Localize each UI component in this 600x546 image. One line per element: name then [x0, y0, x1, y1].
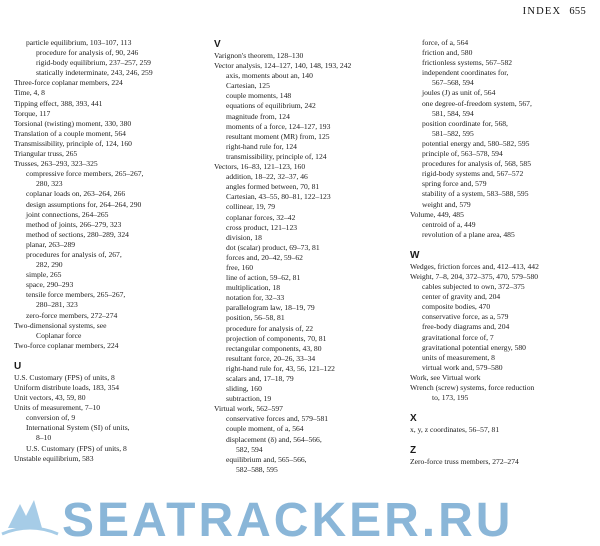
index-subentry: compressive force members, 265–267,	[26, 169, 144, 179]
index-subentry: resultant moment (MR) from, 125	[226, 131, 330, 141]
index-subentry: equilibrium and, 565–566,	[226, 454, 307, 464]
index-subentry: friction and, 580	[422, 48, 473, 58]
index-subentry: centroid of a, 449	[422, 219, 476, 229]
index-subentry: joules (J) as unit of, 564	[422, 88, 496, 98]
index-subentry: potential energy and, 580–582, 595	[422, 138, 530, 148]
index-subentry: weight and, 579	[422, 199, 471, 209]
index-subentry: 280, 323	[36, 179, 63, 189]
index-subentry: 582–588, 595	[236, 464, 278, 474]
index-subentry: 282, 290	[36, 260, 63, 270]
index-subentry: joint connections, 264–265	[26, 209, 109, 219]
index-subentry: couple moment, of a, 564	[226, 424, 304, 434]
index-column-1	[14, 38, 206, 464]
index-subentry: sliding, 160	[226, 384, 262, 394]
section-letter: U	[14, 360, 22, 372]
watermark-logo	[0, 486, 600, 546]
index-subentry: center of gravity and, 204	[422, 292, 501, 302]
index-subentry: position, 56–58, 81	[226, 313, 285, 323]
index-subentry: free, 160	[226, 262, 253, 272]
page-header	[523, 6, 586, 17]
index-entry: Uniform distribute loads, 183, 354	[14, 383, 120, 392]
index-subentry: spring force and, 579	[422, 179, 487, 189]
index-entry: Work, see Virtual work	[410, 372, 481, 382]
watermark	[0, 486, 600, 546]
index-entry: Tipping effect, 388, 393, 441	[14, 98, 103, 108]
index-subentry: planar, 263–289	[26, 239, 76, 249]
index-subentry: scalars and, 17–18, 79	[226, 374, 294, 383]
section-letter: Z	[410, 445, 417, 457]
index-subentry: design assumptions for, 264–264, 290	[26, 199, 142, 209]
index-subentry: resultant force, 20–26, 33–34	[226, 353, 316, 363]
index-subentry: position coordinate for, 568,	[422, 118, 508, 128]
index-subentry: couple moments, 148	[226, 91, 292, 101]
index-subentry: procedures for analysis of, 568, 585	[422, 159, 532, 169]
index-subentry: particle equilibrium, 103–107, 113	[26, 38, 132, 47]
index-subentry: Cartesian, 125	[226, 81, 270, 91]
index-subentry: cross product, 121–123	[226, 222, 298, 232]
index-subentry: equations of equilibrium, 242	[226, 101, 316, 111]
index-entry: Trusses, 263–293, 323–325	[14, 159, 98, 169]
index-subentry: right-hand rule for, 43, 56, 121–122	[226, 363, 335, 373]
index-column-2	[214, 38, 412, 475]
index-subentry: principle of, 563–578, 594	[422, 149, 503, 159]
index-entry: Unstable equilibrium, 583	[14, 453, 94, 463]
index-entry: Two-dimensional systems, see	[14, 320, 107, 330]
index-subentry: 567–568, 594	[432, 78, 474, 88]
index-entry: U.S. Customary (FPS) of units, 8	[14, 372, 115, 382]
index-subentry: 581–582, 595	[432, 128, 474, 138]
index-subentry: coplanar loads on, 263–264, 266	[26, 189, 126, 199]
index-subentry: division, 18	[226, 232, 262, 242]
index-subentry: magnitude from, 124	[226, 111, 290, 121]
index-subentry: forces and, 20–42, 59–62	[226, 252, 303, 262]
index-subentry: cables subjected to own, 372–375	[422, 282, 525, 292]
index-entry: x, y, z coordinates, 56–57, 81	[410, 425, 500, 435]
index-subentry: right-hand rule for, 124	[226, 141, 297, 151]
index-entry: Unit vectors, 43, 59, 80	[14, 393, 86, 403]
index-subentry: procedure for analysis of, 90, 246	[36, 48, 139, 58]
index-subentry: collinear, 19, 79	[226, 202, 276, 212]
index-subentry: Cartesian, 43–55, 80–81, 122–123	[226, 192, 331, 202]
index-subentry: displacement (δ) and, 564–566,	[226, 434, 322, 444]
index-subentry: frictionless systems, 567–582	[422, 58, 513, 68]
index-subentry: method of joints, 266–279, 323	[26, 219, 122, 229]
index-entry: Vector analysis, 124–127, 140, 148, 193, 242	[214, 61, 352, 71]
index-subentry: 582, 594	[236, 444, 263, 454]
index-subentry: virtual work and, 579–580	[422, 362, 503, 372]
index-subentry: conversion of, 9	[26, 413, 76, 423]
index-title: INDEX	[522, 6, 562, 17]
index-subentry: 581, 584, 594	[432, 108, 474, 118]
index-entry: Three-force coplanar members, 224	[14, 78, 123, 88]
index-subentry: simple, 265	[26, 270, 62, 280]
index-subentry: gravitational potential energy, 580	[422, 342, 526, 352]
index-subentry: subtraction, 19	[226, 394, 272, 404]
index-subentry: conservative force, as a, 579	[422, 312, 509, 322]
section-letter: W	[410, 249, 420, 261]
index-subentry: method of sections, 280–289, 324	[26, 229, 129, 239]
index-entry: Time, 4, 8	[14, 88, 45, 98]
index-subentry: axis, moments about an, 140	[226, 71, 313, 81]
index-entry: Virtual work, 562–597	[214, 404, 283, 414]
index-subentry: parallelogram law, 18–19, 79	[226, 303, 315, 313]
index-subentry: tensile force members, 265–267,	[26, 290, 126, 300]
index-subentry: 280–281, 323	[36, 300, 78, 310]
index-subentry: rectangular components, 43, 80	[226, 343, 322, 353]
index-subentry: revolution of a plane area, 485	[422, 229, 515, 239]
page-number: 655	[569, 6, 586, 17]
index-subentry: rigid-body systems and, 567–572	[422, 169, 524, 179]
section-letter: X	[410, 413, 417, 425]
index-entry: Units of measurement, 7–10	[14, 403, 101, 413]
index-subentry: independent coordinates for,	[422, 68, 509, 78]
index-subentry: moments of a force, 124–127, 193	[226, 121, 331, 131]
index-subentry: International System (SI) of units,	[26, 423, 130, 433]
index-subentry: multiplication, 18	[226, 283, 280, 293]
index-subentry: to, 173, 195	[432, 393, 469, 403]
index-subentry: force, of a, 564	[422, 38, 469, 47]
index-entry: Torsional (twisting) moment, 330, 380	[14, 118, 132, 128]
index-subentry: Coplanar force	[36, 330, 82, 340]
index-subentry: procedure for analysis of, 22	[226, 323, 314, 333]
index-entry: Varignon's theorem, 128–130	[214, 51, 304, 60]
index-subentry: line of action, 59–62, 81	[226, 273, 301, 283]
index-subentry: addition, 18–22, 32–37, 46	[226, 172, 308, 182]
index-subentry: U.S. Customary (FPS) of units, 8	[26, 443, 127, 453]
index-subentry: 8–10	[36, 433, 52, 443]
index-subentry: coplanar forces, 32–42	[226, 212, 296, 222]
index-entry: Vectors, 16–83, 121–123, 160	[214, 162, 306, 172]
index-subentry: rigid-body equilibrium, 237–257, 259	[36, 58, 151, 68]
index-subentry: zero-force members, 272–274	[26, 310, 118, 320]
index-subentry: composite bodies, 470	[422, 302, 491, 312]
index-subentry: units of measurement, 8	[422, 352, 495, 362]
index-entry: Weight, 7–8, 204, 372–375, 470, 579–580	[410, 271, 539, 281]
index-subentry: statically indeterminate, 243, 246, 259	[36, 68, 153, 78]
section-letter: V	[214, 39, 221, 50]
index-subentry: free-body diagrams and, 204	[422, 322, 510, 332]
index-subentry: one degree-of-freedom system, 567,	[422, 98, 532, 108]
index-entry: Transmissibility, principle of, 124, 160	[14, 138, 132, 148]
index-entry: Triangular truss, 265	[14, 149, 78, 159]
index-entry: Zero-force truss members, 272–274	[410, 457, 519, 467]
index-entry: Translation of a couple moment, 564	[14, 128, 126, 138]
index-subentry: space, 290–293	[26, 280, 74, 290]
index-subentry: conservative forces and, 579–581	[226, 414, 329, 424]
index-subentry: projection of components, 70, 81	[226, 333, 327, 343]
index-subentry: angles formed between, 70, 81	[226, 182, 320, 192]
index-subentry: notation for, 32–33	[226, 293, 285, 303]
index-entry: Wedges, friction forces and, 412–413, 442	[410, 261, 539, 271]
index-subentry: dot (scalar) product, 69–73, 81	[226, 242, 320, 252]
index-entry: Volume, 449, 485	[410, 209, 464, 219]
index-subentry: gravitational force of, 7	[422, 332, 494, 342]
index-subentry: procedures for analysis of, 267,	[26, 249, 122, 259]
watermark-text: SEATRACKER.RU	[62, 494, 514, 546]
index-column-3	[410, 38, 596, 467]
index-entry: Wrench (screw) systems, force reduction	[410, 383, 535, 392]
index-entry: Two-force coplanar members, 224	[14, 340, 119, 350]
index-subentry: transmissibility, principle of, 124	[226, 151, 327, 161]
index-subentry: stability of a system, 583–588, 595	[422, 189, 529, 199]
index-entry: Torque, 117	[14, 108, 51, 118]
